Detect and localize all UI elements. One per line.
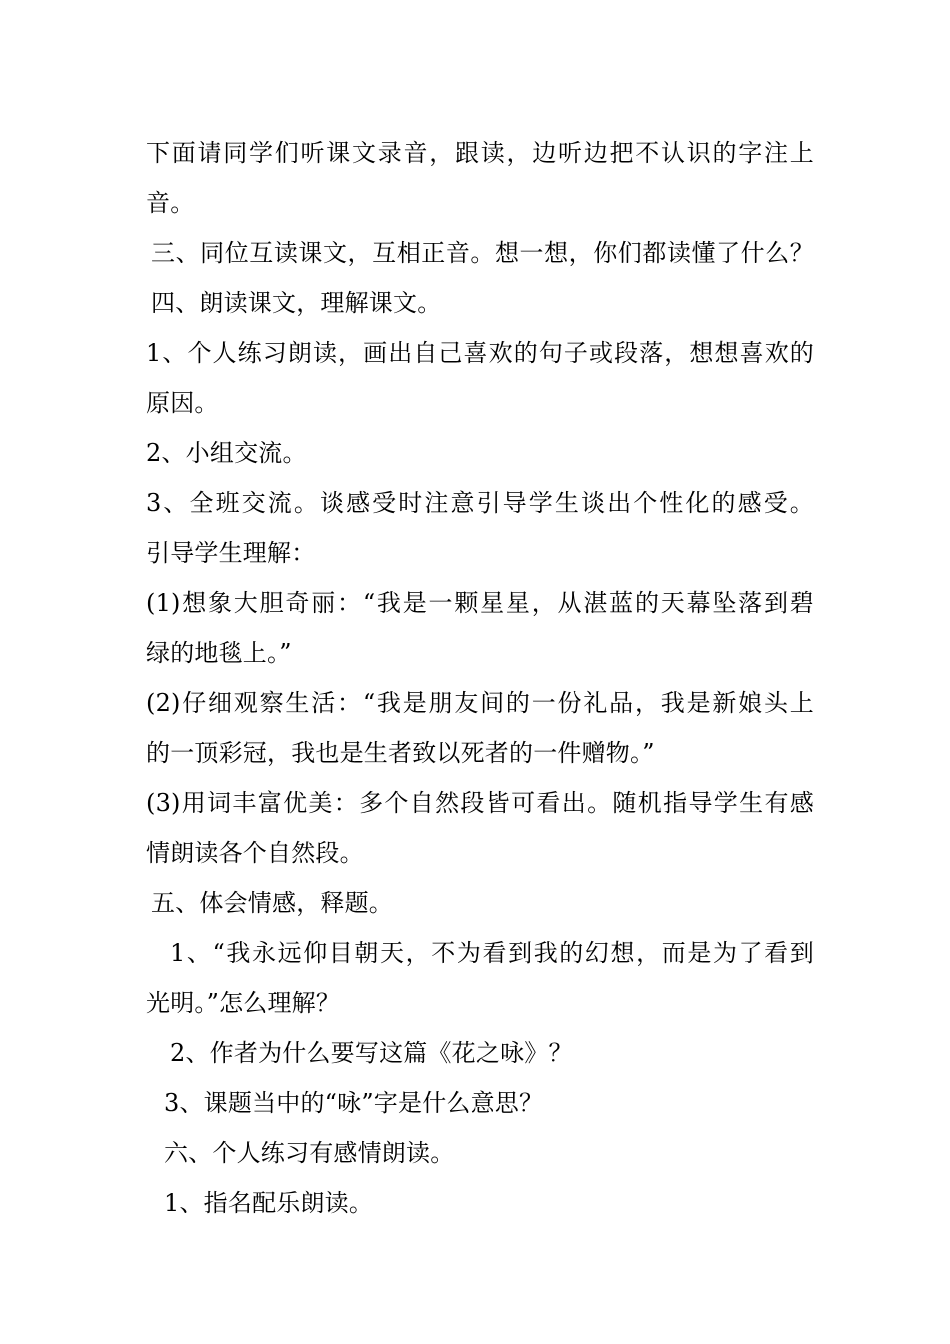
text-line: 绿的地毯上。” xyxy=(146,639,292,667)
text-line: 1、“我永远仰目朝天，不为看到我的幻想，而是为了看到 xyxy=(170,939,814,967)
section-heading: 三、同位互读课文，互相正音。想一想，你们都读懂了什么？ xyxy=(151,239,814,267)
text-line: 情朗读各个自然段。 xyxy=(146,839,364,867)
text-line: 的一顶彩冠，我也是生者致以死者的一件赠物。” xyxy=(146,739,655,767)
section-heading: 五、体会情感，释题。 xyxy=(151,889,393,917)
text-line: 引导学生理解： xyxy=(146,539,316,567)
text-line: 1、指名配乐朗读。 xyxy=(164,1189,374,1217)
text-line: 2、作者为什么要写这篇《花之咏》？ xyxy=(170,1039,573,1067)
text-line: 下面请同学们听课文录音，跟读，边听边把不认识的字注上 xyxy=(146,139,814,167)
text-line: (3)用词丰富优美：多个自然段皆可看出。随机指导学生有感 xyxy=(146,789,814,817)
text-line: 3、课题当中的“咏”字是什么意思？ xyxy=(164,1089,544,1117)
text-line: 2、小组交流。 xyxy=(146,439,307,467)
text-line: 光明。”怎么理解？ xyxy=(146,989,341,1017)
section-heading: 四、朗读课文，理解课文。 xyxy=(151,289,442,317)
text-line: 原因。 xyxy=(146,389,219,417)
text-line: 1、个人练习朗读，画出自己喜欢的句子或段落，想想喜欢的 xyxy=(146,339,814,367)
text-line: (2)仔细观察生活：“我是朋友间的一份礼品，我是新娘头上 xyxy=(146,689,814,717)
text-line: 3、全班交流。谈感受时注意引导学生谈出个性化的感受。 xyxy=(146,489,814,517)
text-line: (1)想象大胆奇丽：“我是一颗星星，从湛蓝的天幕坠落到碧 xyxy=(146,589,814,617)
text-line: 音。 xyxy=(146,189,195,217)
section-heading: 六、个人练习有感情朗读。 xyxy=(164,1139,455,1167)
document-body xyxy=(146,128,814,1228)
